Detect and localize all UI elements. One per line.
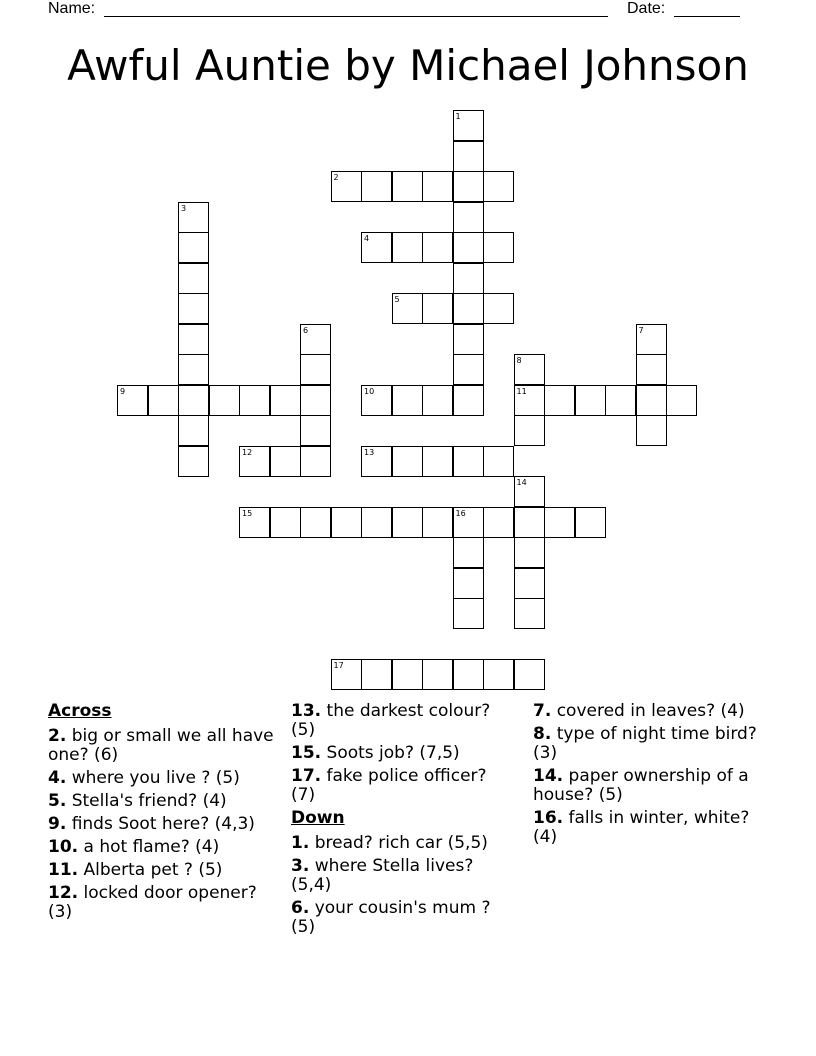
grid-cell[interactable] xyxy=(239,507,270,538)
grid-cell[interactable] xyxy=(178,385,209,416)
clue-text: falls in winter, white? (4) xyxy=(533,808,750,847)
grid-cell[interactable] xyxy=(270,446,301,477)
grid-cell[interactable] xyxy=(514,476,545,507)
clue-across-9 xyxy=(48,815,280,834)
grid-cell[interactable] xyxy=(422,385,453,416)
grid-cell[interactable] xyxy=(331,659,362,690)
grid-cell[interactable] xyxy=(422,232,453,263)
cell-number: 13 xyxy=(364,447,375,457)
grid-cell[interactable] xyxy=(514,568,545,599)
cell-number: 5 xyxy=(394,295,400,304)
grid-cell[interactable] xyxy=(422,659,453,690)
grid-cell[interactable] xyxy=(453,507,484,538)
clue-number: 14. xyxy=(533,766,564,786)
grid-cell[interactable] xyxy=(453,598,484,629)
clues-column-2 xyxy=(291,702,516,941)
down-heading: Down xyxy=(291,808,345,828)
grid-cell[interactable] xyxy=(453,324,484,355)
grid-cell[interactable] xyxy=(575,385,606,416)
grid-cell[interactable] xyxy=(453,141,484,172)
grid-cell[interactable] xyxy=(483,171,514,202)
clue-number: 6. xyxy=(291,898,310,918)
grid-cell[interactable] xyxy=(270,507,301,538)
grid-cell[interactable] xyxy=(148,385,179,416)
grid-cell[interactable] xyxy=(453,354,484,385)
clue-number: 7. xyxy=(533,701,552,721)
clue-number: 5. xyxy=(48,791,67,811)
grid-cell[interactable] xyxy=(361,507,392,538)
grid-cell[interactable] xyxy=(483,446,514,477)
clue-text: covered in leaves? (4) xyxy=(556,701,745,721)
grid-cell[interactable] xyxy=(331,171,362,202)
clue-across-13 xyxy=(291,702,516,740)
name-label: Name: xyxy=(48,0,96,17)
cell-number: 16 xyxy=(455,508,466,518)
cell-number: 7 xyxy=(638,325,644,335)
grid-cell[interactable] xyxy=(453,446,484,477)
cell-number: 6 xyxy=(303,325,309,335)
grid-cell[interactable] xyxy=(178,415,209,446)
grid-cell[interactable] xyxy=(300,324,331,355)
clue-text: Stella's friend? (4) xyxy=(71,791,227,811)
clues-column-3 xyxy=(533,702,773,851)
grid-cell[interactable] xyxy=(392,659,423,690)
clue-text: Soots job? (7,5) xyxy=(326,743,460,763)
clue-text: bread? rich car (5,5) xyxy=(314,833,488,853)
clue-text: your cousin's mum ? (5) xyxy=(291,898,491,937)
grid-cell[interactable] xyxy=(453,202,484,233)
cell-number: 4 xyxy=(364,234,370,243)
grid-cell[interactable] xyxy=(544,507,575,538)
clue-down-3 xyxy=(291,857,516,895)
grid-cell[interactable] xyxy=(392,171,423,202)
grid-cell[interactable] xyxy=(178,263,209,294)
clue-number: 1. xyxy=(291,833,310,853)
grid-cell[interactable] xyxy=(422,293,453,324)
clue-across-4 xyxy=(48,769,280,788)
grid-cell[interactable] xyxy=(178,202,209,233)
grid-cell[interactable] xyxy=(178,446,209,477)
cell-number: 8 xyxy=(516,356,522,365)
grid-cell[interactable] xyxy=(178,293,209,324)
grid-cell[interactable] xyxy=(453,293,484,324)
clue-text: type of night time bird? (3) xyxy=(533,724,757,763)
cell-number: 2 xyxy=(333,173,339,182)
grid-cell[interactable] xyxy=(636,415,667,446)
grid-cell[interactable] xyxy=(636,354,667,385)
clue-down-8 xyxy=(533,725,773,763)
grid-cell[interactable] xyxy=(361,171,392,202)
grid-cell[interactable] xyxy=(514,537,545,568)
grid-cell[interactable] xyxy=(392,232,423,263)
clue-down-1 xyxy=(291,834,516,853)
cell-number: 11 xyxy=(516,386,527,396)
grid-cell[interactable] xyxy=(453,110,484,141)
cell-number: 17 xyxy=(333,661,344,670)
clue-across-2 xyxy=(48,727,280,765)
cell-number: 12 xyxy=(242,447,253,457)
grid-cell[interactable] xyxy=(514,415,545,446)
grid-cell[interactable] xyxy=(514,659,545,690)
grid-cell[interactable] xyxy=(300,446,331,477)
grid-cell[interactable] xyxy=(575,507,606,538)
grid-cell[interactable] xyxy=(636,385,667,416)
clue-text: where you live ? (5) xyxy=(71,768,240,788)
clue-number: 2. xyxy=(48,726,67,746)
clue-text: Alberta pet ? (5) xyxy=(83,860,223,880)
grid-cell[interactable] xyxy=(209,385,240,416)
clue-down-14 xyxy=(533,767,773,805)
grid-cell[interactable] xyxy=(483,659,514,690)
grid-cell[interactable] xyxy=(300,354,331,385)
grid-cell[interactable] xyxy=(544,385,575,416)
cell-number: 10 xyxy=(364,386,375,396)
clue-number: 11. xyxy=(48,860,79,880)
grid-cell[interactable] xyxy=(178,324,209,355)
grid-cell[interactable] xyxy=(514,598,545,629)
grid-cell[interactable] xyxy=(514,507,545,538)
grid-cell[interactable] xyxy=(361,232,392,263)
clue-across-11 xyxy=(48,861,280,880)
cell-number: 3 xyxy=(181,203,187,213)
grid-cell[interactable] xyxy=(483,232,514,263)
clue-number: 8. xyxy=(533,724,552,744)
clue-number: 4. xyxy=(48,768,67,788)
grid-cell[interactable] xyxy=(392,385,423,416)
across-heading: Across xyxy=(48,701,112,721)
grid-cell[interactable] xyxy=(300,507,331,538)
clue-across-10 xyxy=(48,838,280,857)
clue-down-7 xyxy=(533,702,773,721)
clue-down-16 xyxy=(533,809,773,847)
grid-cell[interactable] xyxy=(270,385,301,416)
clue-number: 13. xyxy=(291,701,322,721)
grid-cell[interactable] xyxy=(453,537,484,568)
grid-cell[interactable] xyxy=(453,385,484,416)
grid-cell[interactable] xyxy=(392,507,423,538)
grid-cell[interactable] xyxy=(117,385,148,416)
grid-cell[interactable] xyxy=(636,324,667,355)
grid-cell[interactable] xyxy=(483,293,514,324)
grid-cell[interactable] xyxy=(453,232,484,263)
grid-cell[interactable] xyxy=(453,659,484,690)
grid-cell[interactable] xyxy=(239,385,270,416)
clue-number: 3. xyxy=(291,856,310,876)
clue-number: 15. xyxy=(291,743,322,763)
grid-cell[interactable] xyxy=(361,659,392,690)
grid-cell[interactable] xyxy=(605,385,636,416)
clue-text: fake police officer? (7) xyxy=(291,766,487,805)
clue-across-5 xyxy=(48,792,280,811)
page-title: Awful Auntie by Michael Johnson xyxy=(67,41,749,90)
clues-column-1 xyxy=(48,702,280,926)
clue-text: finds Soot here? (4,3) xyxy=(71,814,255,834)
clue-number: 17. xyxy=(291,766,322,786)
grid-cell[interactable] xyxy=(514,354,545,385)
cell-number: 1 xyxy=(455,112,461,121)
clue-number: 12. xyxy=(48,883,79,903)
grid-cell[interactable] xyxy=(361,446,392,477)
cell-number: 15 xyxy=(242,508,253,518)
grid-cell[interactable] xyxy=(331,507,362,538)
clue-number: 9. xyxy=(48,814,67,834)
date-label: Date: xyxy=(627,0,666,17)
clue-down-6 xyxy=(291,899,516,937)
grid-cell[interactable] xyxy=(178,354,209,385)
grid-cell[interactable] xyxy=(453,171,484,202)
grid-cell[interactable] xyxy=(422,507,453,538)
grid-cell[interactable] xyxy=(453,263,484,294)
grid-cell[interactable] xyxy=(483,507,514,538)
grid-cell[interactable] xyxy=(300,385,331,416)
clue-text: a hot flame? (4) xyxy=(83,837,220,857)
clue-text: the darkest colour? (5) xyxy=(291,701,491,740)
clue-across-12 xyxy=(48,884,280,922)
grid-cell[interactable] xyxy=(666,385,697,416)
clue-text: big or small we all have one? (6) xyxy=(48,726,274,765)
clue-across-17 xyxy=(291,767,516,805)
clue-number: 10. xyxy=(48,837,79,857)
grid-cell[interactable] xyxy=(300,415,331,446)
clue-text: locked door opener? (3) xyxy=(48,883,257,922)
grid-cell[interactable] xyxy=(514,385,545,416)
cell-number: 9 xyxy=(120,386,126,396)
clue-number: 16. xyxy=(533,808,564,828)
grid-cell[interactable] xyxy=(239,446,270,477)
grid-cell[interactable] xyxy=(422,446,453,477)
clue-text: paper ownership of a house? (5) xyxy=(533,766,749,805)
grid-cell[interactable] xyxy=(422,171,453,202)
grid-cell[interactable] xyxy=(392,446,423,477)
grid-cell[interactable] xyxy=(392,293,423,324)
cell-number: 14 xyxy=(516,478,527,487)
grid-cell[interactable] xyxy=(361,385,392,416)
grid-cell[interactable] xyxy=(178,232,209,263)
clue-across-15 xyxy=(291,744,516,763)
clue-text: where Stella lives? (5,4) xyxy=(291,856,474,895)
grid-cell[interactable] xyxy=(453,568,484,599)
